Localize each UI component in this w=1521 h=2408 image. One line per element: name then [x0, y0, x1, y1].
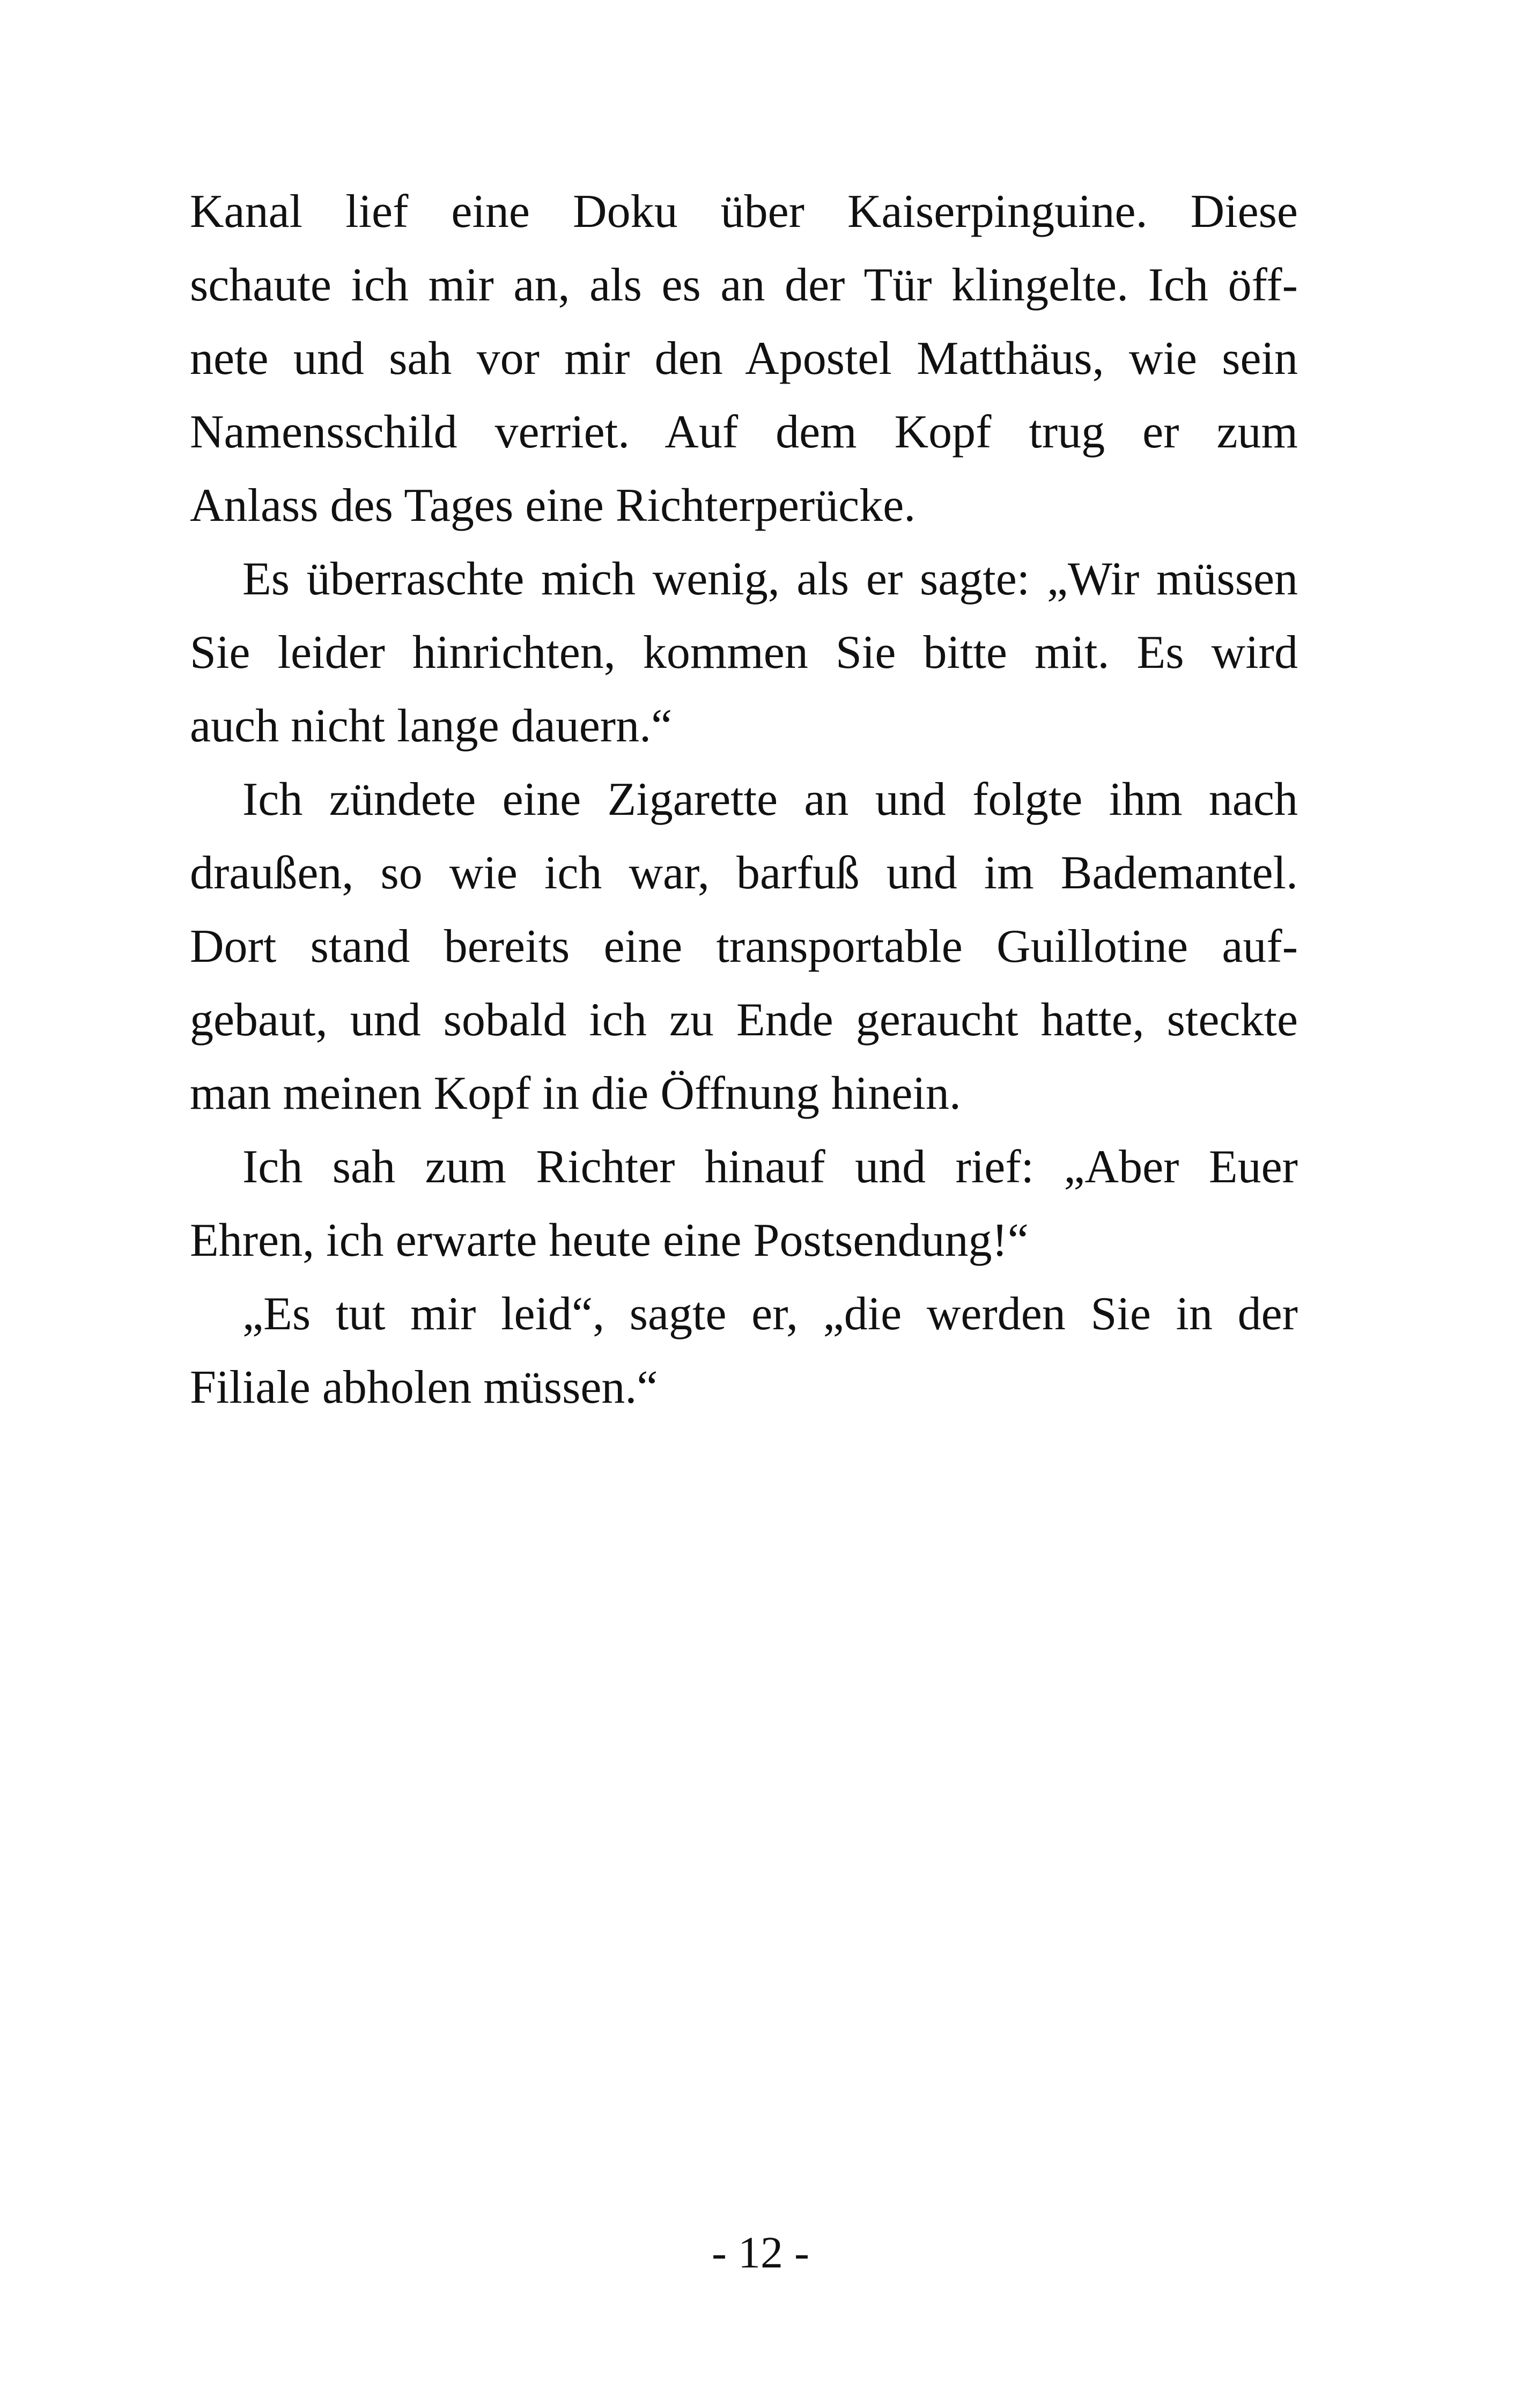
page-number: - 12 - — [712, 2228, 809, 2278]
text-line: Namensschild verriet. Auf dem Kopf trug er zum — [190, 406, 1298, 458]
text-line: Ich zündete eine Zigarette an und folgte ihm nach — [242, 774, 1298, 826]
text-line: Dort stand bereits eine transportable Guillotine auf- — [190, 921, 1298, 973]
text-line: draußen, so wie ich war, barfuß und im Bademantel. — [190, 847, 1298, 899]
text-line: Kanal lief eine Doku über Kaiserpinguine. Diese — [190, 186, 1298, 238]
text-line: Anlass des Tages eine Richterperücke. — [190, 480, 916, 532]
body-text — [190, 175, 1298, 1424]
text-line: gebaut, und sobald ich zu Ende geraucht hatte, steckte — [190, 994, 1298, 1046]
text-line: Es überraschte mich wenig, als er sagte: „Wir müssen — [242, 553, 1298, 605]
text-line: Sie leider hinrichten, kommen Sie bitte mit. Es wird — [190, 627, 1298, 679]
text-line: auch nicht lange dauern.“ — [190, 700, 673, 752]
text-line: Ich sah zum Richter hinauf und rief: „Aber Euer — [242, 1141, 1298, 1193]
text-line: schaute ich mir an, als es an der Tür klingelte. Ich öff- — [190, 259, 1298, 311]
text-line: Ehren, ich erwarte heute eine Postsendung!“ — [190, 1214, 1029, 1266]
text-line: „Es tut mir leid“, sagte er, „die werden Sie in der — [242, 1288, 1298, 1340]
text-line: nete und sah vor mir den Apostel Matthäus, wie sein — [190, 333, 1298, 385]
text-line: Filiale abholen müssen.“ — [190, 1361, 658, 1413]
text-line: man meinen Kopf in die Öffnung hinein. — [190, 1067, 961, 1120]
